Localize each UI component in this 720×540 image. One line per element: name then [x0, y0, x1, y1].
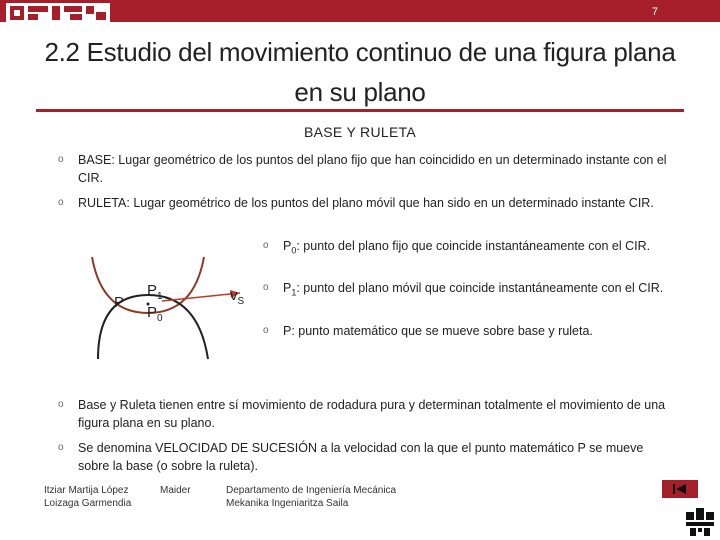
- p0-subscript: 0: [291, 245, 297, 256]
- bullet-p0-definition: [263, 237, 683, 260]
- footer-dept-line1: Departamento de Ingeniería Mecánica: [226, 485, 397, 496]
- label-p0: $P_0$: [147, 304, 163, 324]
- bullet-marker: o: [58, 197, 64, 208]
- nav-first-button[interactable]: [662, 480, 698, 498]
- footer-authors-line1: Itziar Martija López: [44, 485, 129, 496]
- bullet-marker: o: [58, 154, 64, 165]
- label-velocity: $v_S$: [230, 287, 245, 307]
- label-p1: $P_1$: [147, 282, 163, 302]
- footer-dept-line2: Mekanika Ingeniaritza Saila: [226, 498, 349, 509]
- footer-authors-line2: Loizaga Garmendia: [44, 498, 132, 509]
- bullet-p-definition: [263, 322, 683, 340]
- p1-symbol: P: [283, 281, 292, 295]
- bullet-marker: o: [263, 240, 269, 251]
- skip-back-icon: [662, 480, 698, 498]
- bullet-text: : punto del plano fijo que coincide instantáneamente con el CIR.: [296, 239, 651, 253]
- bullet-text: BASE: Lugar geométrico de los puntos del plano fijo que han coincidido en un determinado instante con el CIR.: [78, 153, 667, 185]
- bullet-text: Base y Ruleta tienen entre sí movimiento de rodadura pura y determinan totalmente el movimiento de una figura plana en su plano.: [78, 398, 666, 430]
- university-logo: [6, 2, 110, 24]
- header-bar: [0, 0, 720, 28]
- footer-department: [226, 484, 396, 510]
- page-number: 7: [651, 6, 658, 18]
- bullet-text: Se denomina VELOCIDAD DE SUCESIÓN a la velocidad con la que el punto matemático P se mueve sobre la base (o sobre la ruleta).: [78, 441, 644, 473]
- bullet-marker: o: [58, 442, 64, 453]
- bullet-rodadura: [58, 396, 668, 432]
- footer-authors: [44, 484, 131, 510]
- bullet-ruleta-definition: [58, 194, 668, 212]
- section-subtitle: BASE Y RULETA: [303, 124, 417, 140]
- label-p: P: [114, 294, 125, 311]
- bullet-text: P: punto matemático que se mueve sobre base y ruleta.: [283, 324, 593, 338]
- bullet-base-definition: [58, 151, 668, 187]
- bullet-marker: o: [263, 282, 269, 293]
- page-title: 2.2 Estudio del movimiento continuo de una figura plana en su plano: [44, 37, 676, 107]
- p1-subscript: 1: [291, 287, 297, 298]
- bullet-velocidad-sucesion: [58, 439, 668, 475]
- bullet-text: RULETA: Lugar geométrico de los puntos del plano móvil que han sido en un determinado instante CIR.: [78, 196, 654, 210]
- bullet-text: : punto del plano móvil que coincide instantáneamente con el CIR.: [296, 281, 664, 295]
- footer-middle: Maider: [160, 485, 191, 496]
- university-seal: [682, 504, 718, 538]
- bullet-p1-definition: [263, 279, 683, 302]
- base-ruleta-diagram: [90, 255, 260, 365]
- bullet-marker: o: [263, 325, 269, 336]
- bullet-marker: o: [58, 399, 64, 410]
- title-divider: [36, 109, 684, 112]
- p0-symbol: P: [283, 239, 292, 253]
- velocity-vector: [162, 293, 240, 301]
